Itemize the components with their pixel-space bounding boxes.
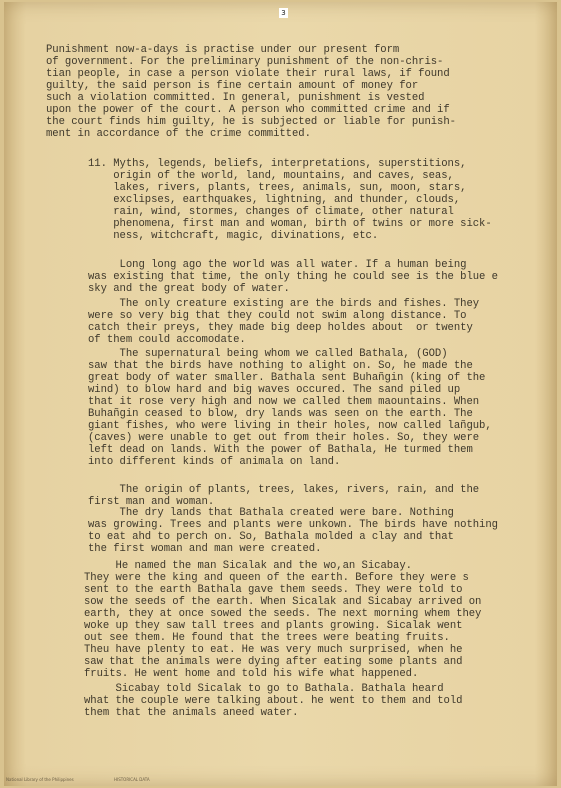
text-line: earth, they at once sowed the seeds. The next morning whem they [84, 608, 482, 620]
text-line: of government. For the preliminary punishment of the non-chris- [46, 56, 444, 68]
text-line: The origin of plants, trees, lakes, rivers, rain, and the [88, 484, 480, 496]
document-page [4, 2, 557, 786]
text-line: The dry lands that Bathala created were bare. Nothing [88, 507, 454, 519]
text-line: catch their preys, they made big deep holdes about or twenty [88, 322, 473, 334]
text-line: was growing. Trees and plants were unkown. The birds have nothing [88, 519, 498, 531]
text-line: the court finds him guilty, he is subjected or liable for punish- [46, 116, 456, 128]
paragraph-named [84, 560, 481, 680]
text-line: to eat ahd to perch on. So, Bathala molded a clay and that [88, 531, 454, 543]
text-line: sent to the earth Bathala gave them seeds. They were told to [84, 584, 463, 596]
text-line: what the couple were talking about. he went to them and told [84, 695, 463, 707]
text-line: Sicabay told Sicalak to go to Bathala. Bathala heard [84, 683, 444, 695]
text-line: great body of water smaller. Bathala sent Buhañgin (king of the [88, 372, 486, 384]
paragraph-punishment [46, 44, 456, 140]
text-line: They were the king and queen of the earth. Before they were s [84, 572, 469, 584]
text-line: The only creature existing are the birds and fishes. They [88, 298, 480, 310]
text-line: left dead on lands. With the power of Bathala, He turmed them [88, 444, 473, 456]
text-line: such a violation committed. In general, punishment is vested [46, 92, 425, 104]
text-line: The supernatural being whom we called Bathala, (GOD) [88, 348, 448, 360]
text-line: out see them. He found that the trees were beating fruits. [84, 632, 450, 644]
paragraph-origin [88, 484, 479, 508]
footer-left: National Library of the Philippines [6, 777, 74, 782]
text-line: Buhañgin ceased to blow, dry lands was seen on the earth. The [88, 408, 473, 420]
text-line: sow the seeds of the earth. When Sicalak and Sicabay arrived on [84, 596, 482, 608]
text-line: Theu have plenty to eat. He was very much surprised, when he [84, 644, 463, 656]
text-line: ment in accordance of the crime committed. [46, 128, 311, 140]
text-line: were so very big that they could not swim along distance. To [88, 310, 467, 322]
paragraph-sicabay [84, 683, 462, 719]
text-line: wind) to blow hard and big waves occured. The sand piled up [88, 384, 461, 396]
text-line: into different kinds of animala on land. [88, 456, 341, 468]
page-number: 3 [279, 8, 288, 18]
text-line: tian people, in case a person violate their rural laws, if found [46, 68, 450, 80]
paragraph-birds [88, 298, 479, 346]
text-line: Long long ago the world was all water. If a human being [88, 259, 467, 271]
text-line: guilty, the said person is fine certain amount of money for [46, 80, 419, 92]
text-line: was existing that time, the only thing he could see is the blue e [88, 271, 498, 283]
text-line: lakes, rivers, plants, trees, animals, sun, moon, stars, [88, 182, 467, 194]
text-line: origin of the world, land, mountains, and caves, seas, [88, 170, 454, 182]
footer-right: HISTORICAL DATA [114, 777, 150, 782]
text-line: them that the animals aneed water. [84, 707, 299, 719]
text-line: the first woman and man were created. [88, 543, 322, 555]
text-line: sky and the great body of water. [88, 283, 290, 295]
list-item-11 [88, 158, 492, 242]
text-line: saw that the birds have nothing to alight on. So, he made the [88, 360, 473, 372]
text-line: exclipses, earthquakes, lightning, and thunder, clouds, [88, 194, 461, 206]
text-line: saw that the animals were dying after eating some plants and [84, 656, 463, 668]
text-line: 11. Myths, legends, beliefs, interpretations, superstitions, [88, 158, 467, 170]
text-line: fruits. He went home and told his wife what happened. [84, 668, 419, 680]
paragraph-bathala [88, 348, 492, 468]
text-line: that it rose very high and now we called them maountains. When [88, 396, 480, 408]
text-line: giant fishes, who were living in their holes, now called lañgub, [88, 420, 492, 432]
text-line: woke up they saw tall trees and plants growing. Sicalak went [84, 620, 463, 632]
text-line: phenomena, first man and woman, birth of twins or more sick- [88, 218, 492, 230]
text-line: of them could accomodate. [88, 334, 246, 346]
text-line: rain, wind, stormes, changes of climate, other natural [88, 206, 454, 218]
text-line: He named the man Sicalak and the wo,an Sicabay. [84, 560, 412, 572]
text-line: first man and woman. [88, 496, 215, 508]
paragraph-water [88, 259, 498, 295]
text-line: (caves) were unable to get out from their holes. So, they were [88, 432, 480, 444]
text-line: Punishment now-a-days is practise under our present form [46, 44, 400, 56]
paragraph-dry-lands [88, 507, 498, 555]
text-line: ness, witchcraft, magic, divinations, etc. [88, 230, 379, 242]
text-line: upon the power of the court. A person who committed crime and if [46, 104, 450, 116]
